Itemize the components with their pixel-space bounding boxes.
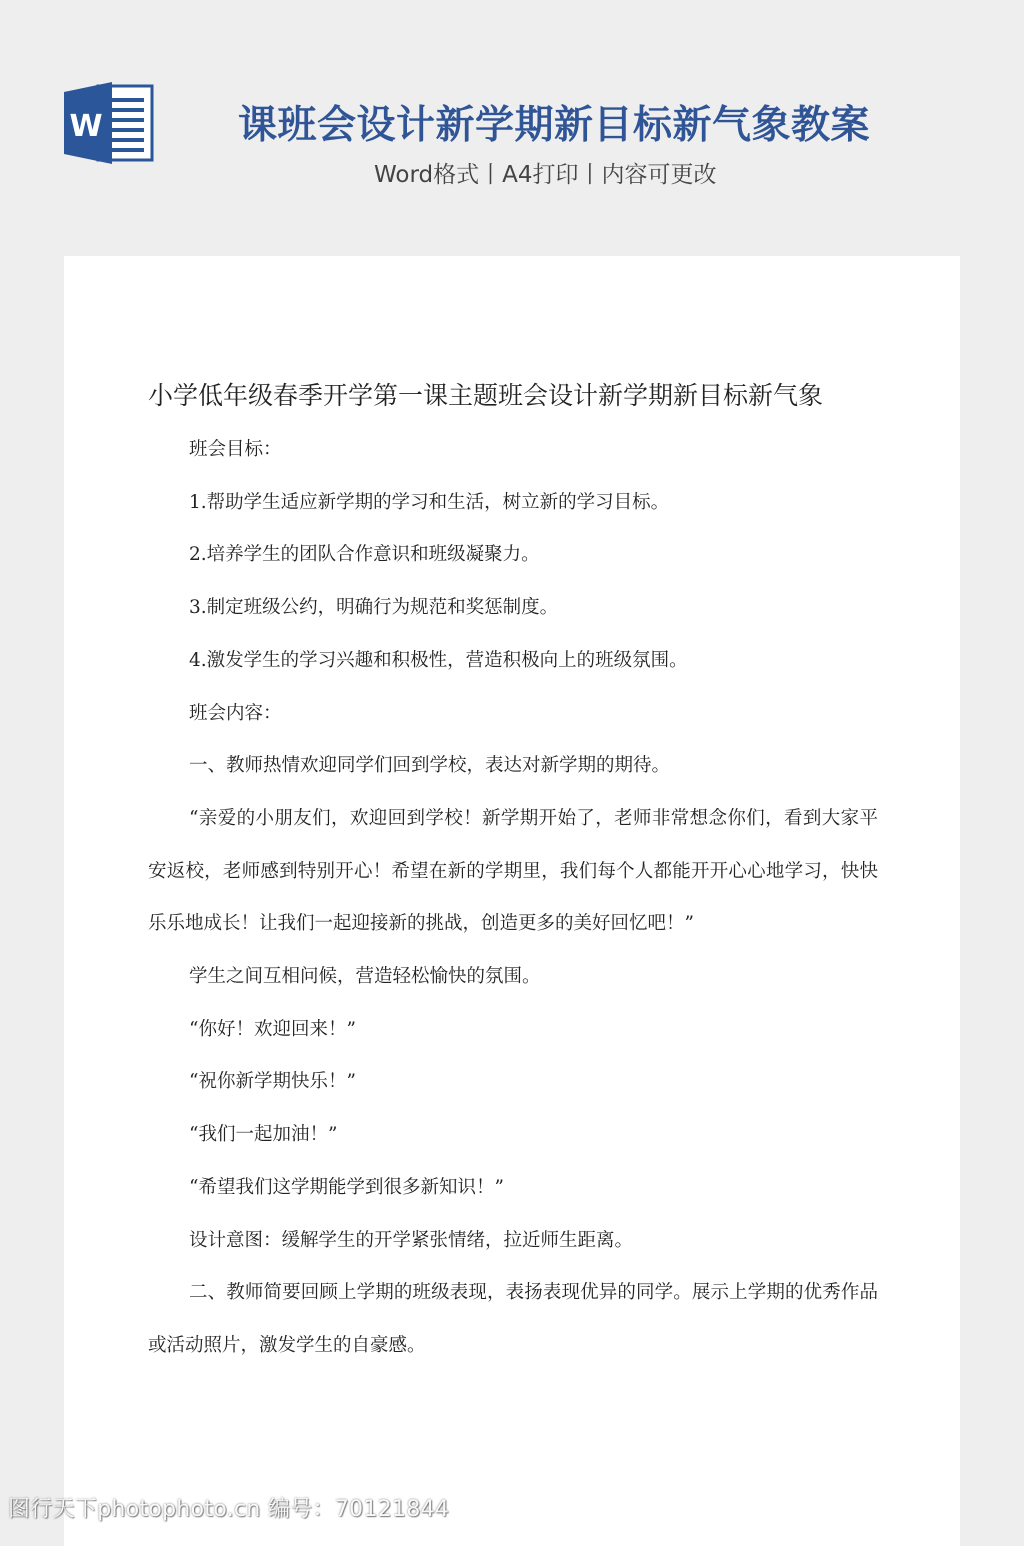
- watermark: 图行天下photophoto.cn 编号：70121844: [8, 1497, 450, 1522]
- paragraph: “希望我们这学期能学到很多新知识！”: [189, 1176, 504, 1198]
- page-heading: 小学低年级春季开学第一课主题班会设计新学期新目标新气象: [148, 381, 824, 410]
- document-title: 课班会设计新学期新目标新气象教案: [238, 103, 871, 148]
- paragraph: 3.制定班级公约，明确行为规范和奖惩制度。: [189, 597, 559, 619]
- document-page: [64, 256, 960, 1546]
- paragraph: “祝你新学期快乐！”: [189, 1071, 356, 1093]
- paragraph: “我们一起加油！”: [189, 1124, 338, 1146]
- paragraph: 1.帮助学生适应新学期的学习和生活，树立新的学习目标。: [189, 491, 670, 513]
- paragraph: 2.培养学生的团队合作意识和班级凝聚力。: [189, 544, 540, 566]
- document-body: [148, 424, 878, 1373]
- paragraph: 班会内容：: [189, 702, 282, 724]
- page-header: [0, 0, 1024, 256]
- word-document-icon: [64, 82, 156, 164]
- paragraph: 4.激发学生的学习兴趣和积极性，营造积极向上的班级氛围。: [189, 649, 688, 671]
- paragraph: “你好！欢迎回来！”: [189, 1018, 356, 1040]
- paragraph: 学生之间互相问候，营造轻松愉快的氛围。: [189, 966, 541, 988]
- paragraph: 设计意图：缓解学生的开学紧张情绪，拉近师生距离。: [189, 1229, 634, 1251]
- paragraph: “亲爱的小朋友们，欢迎回到学校！新学期开始了，老师非常想念你们，看到大家平安返校，老师感到特别开心！希望在新的学期里，我们每个人都能开开心心地学习，快快乐乐地成长！让我们一起迎接新的挑战，创造更多的美好回忆吧！”: [148, 807, 878, 935]
- logo-letter: W: [69, 109, 103, 144]
- paragraph: 二、教师简要回顾上学期的班级表现，表扬表现优异的同学。展示上学期的优秀作品或活动照片，激发学生的自豪感。: [148, 1282, 878, 1356]
- document-subtitle: Word格式丨A4打印丨内容可更改: [374, 162, 717, 188]
- paragraph: 班会目标：: [189, 439, 282, 460]
- paragraph: 一、教师热情欢迎同学们回到学校，表达对新学期的期待。: [189, 755, 671, 777]
